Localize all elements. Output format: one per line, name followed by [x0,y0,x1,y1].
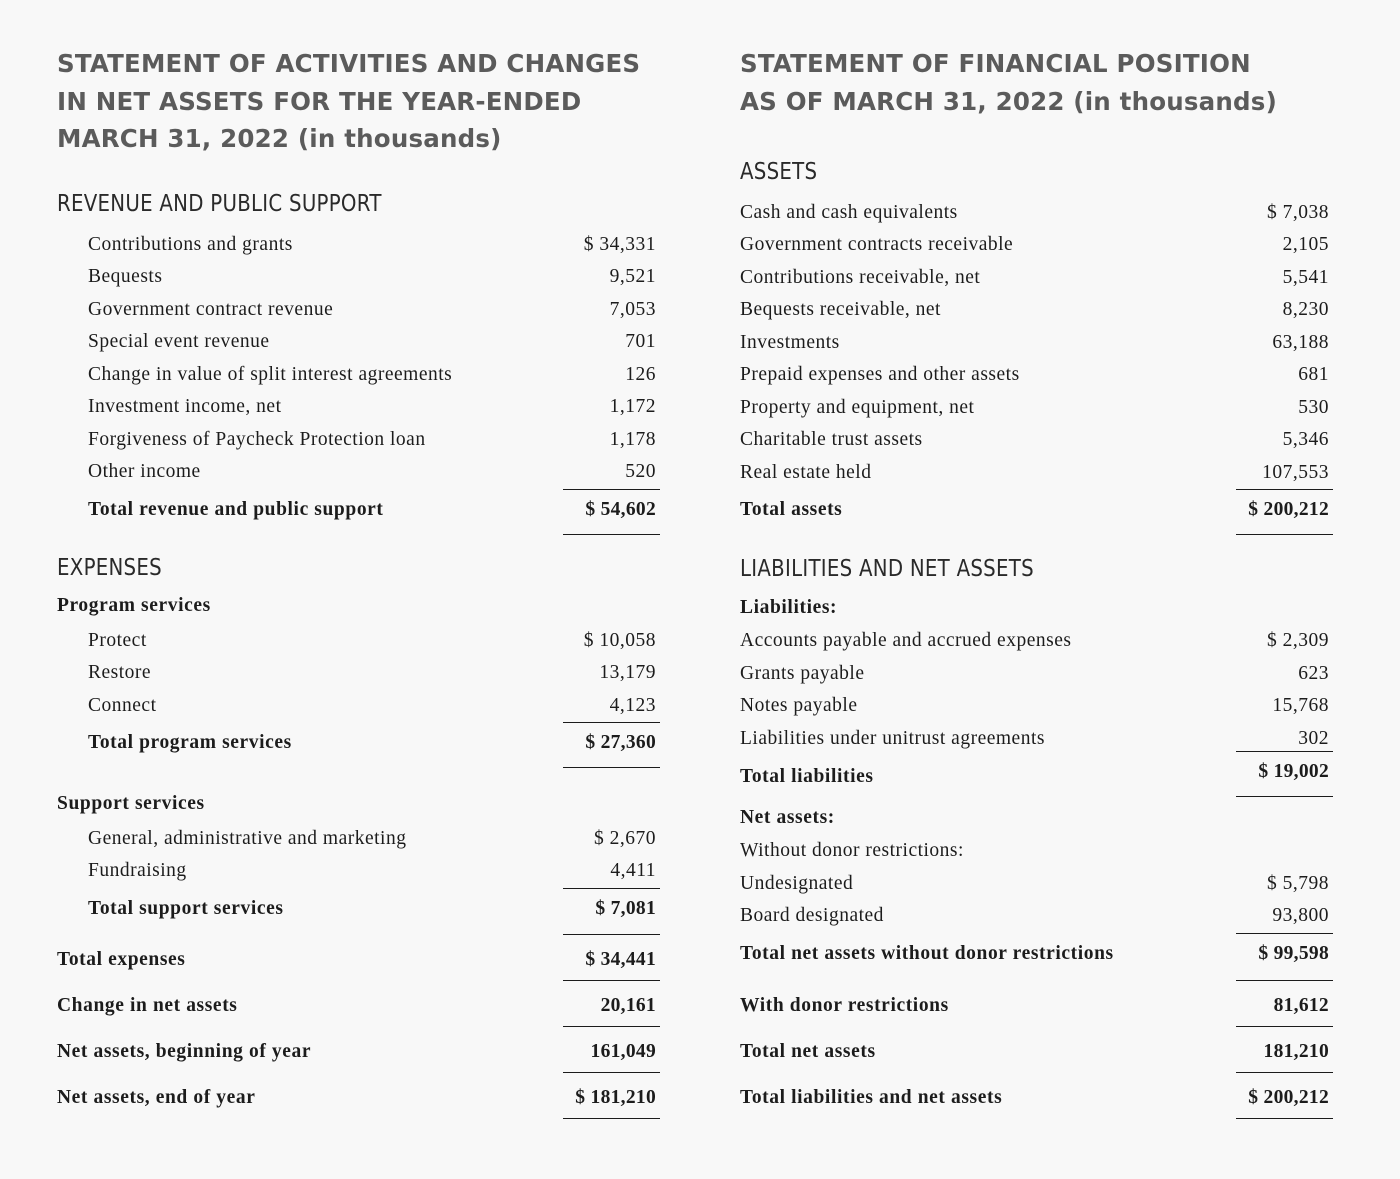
row-label: Total support services [88,898,284,919]
row-label: Total revenue and public support [88,499,384,520]
row-value: $ 10,058 [583,630,656,651]
table-row [740,901,1333,931]
subtotal-rule [563,888,660,889]
row-label: Restore [88,662,152,683]
row-value: 93,800 [1272,905,1329,926]
row-value: $ 200,212 [1248,499,1329,520]
row-value: 13,179 [599,662,656,683]
row-label: Total liabilities [740,766,874,787]
row-value: 2,105 [1282,234,1329,255]
row-label: With donor restrictions [740,995,949,1016]
table-row [740,198,1333,228]
total-rule [563,1118,660,1119]
row-value: 126 [625,364,656,385]
row-value: 15,768 [1272,695,1329,716]
total-rule [563,1072,660,1073]
row-value: 81,612 [1273,995,1329,1016]
row-value: $ 5,798 [1267,873,1329,894]
table-row [740,328,1333,358]
row-label: Real estate held [740,462,872,483]
row-label: Connect [88,695,157,716]
row-value: $ 2,670 [594,828,656,849]
row-value: $ 34,331 [583,234,656,255]
table-row [740,425,1333,455]
table-row [57,295,660,325]
row-label: Contributions receivable, net [740,267,981,288]
table-row [57,457,660,487]
row-value: 1,178 [609,429,656,450]
table-row [57,691,660,721]
row-label: Property and equipment, net [740,397,975,418]
table-row [57,392,660,422]
row-value: $ 27,360 [585,732,656,753]
total-net-assets-row [740,1037,1333,1067]
row-value: $ 54,602 [585,499,656,520]
table-row [740,360,1333,390]
table-row [740,869,1333,899]
row-label: Liabilities under unitrust agreements [740,728,1045,749]
row-value: $ 200,212 [1248,1087,1329,1108]
liabilities-net-assets-heading: LIABILITIES AND NET ASSETS [740,556,1034,582]
row-value: 7,053 [609,299,656,320]
table-row [740,230,1333,260]
with-donor-row [740,991,1333,1021]
row-value: 4,123 [609,695,656,716]
total-rule [563,767,660,768]
total-rule [1236,796,1333,797]
table-row [740,295,1333,325]
financial-position-title: STATEMENT OF FINANCIAL POSITION AS OF MARCH 31, 2022 (in thousands) [740,49,1277,116]
row-label: Change in net assets [57,995,238,1016]
row-label: Total program services [88,732,292,753]
row-label: Special event revenue [88,331,270,352]
row-label: Total expenses [57,949,186,970]
row-value: $ 7,081 [595,898,656,919]
row-value: $ 7,038 [1267,202,1329,223]
activities-title: STATEMENT OF ACTIVITIES AND CHANGES IN NET ASSETS FOR THE YEAR-ENDED MARCH 31, 2022 (in thousands) [57,49,641,153]
total-rule [563,534,660,535]
subtotal-rule [563,722,660,723]
subtotal-rule [1236,933,1333,934]
program-services-heading [57,591,660,621]
assets-heading: ASSETS [740,159,818,185]
row-value: $ 99,598 [1258,943,1329,964]
total-rule [1236,1072,1333,1073]
row-label: Forgiveness of Paycheck Protection loan [88,429,426,450]
table-row [57,327,660,357]
subtotal-rule [1236,489,1333,490]
row-value: 302 [1298,728,1329,749]
table-row [740,458,1333,488]
row-value: 1,172 [609,396,656,417]
row-value: $ 34,441 [585,949,656,970]
row-value: 63,188 [1272,332,1329,353]
row-label: Accounts payable and accrued expenses [740,630,1072,651]
row-value: 623 [1298,663,1329,684]
liabilities-heading [740,593,1333,623]
table-row [57,425,660,455]
row-value: $ 19,002 [1258,761,1329,782]
table-row [57,360,660,390]
revenue-heading: REVENUE AND PUBLIC SUPPORT [57,191,382,217]
table-row [57,824,660,854]
subtotal-rule [563,489,660,490]
row-label: Change in value of split interest agreements [88,364,453,385]
total-expenses-row [57,945,660,975]
table-row [57,626,660,656]
row-label: Undesignated [740,873,854,894]
without-donor-heading [740,836,1333,866]
total-assets-row [740,495,1333,525]
row-label: General, administrative and marketing [88,828,407,849]
table-row [740,691,1333,721]
total-liabilities-and-net-assets-row [740,1083,1333,1113]
row-label: Cash and cash equivalents [740,202,958,223]
table-row [57,658,660,688]
total-rule [563,934,660,935]
row-label: Program services [57,595,211,616]
row-label: Prepaid expenses and other assets [740,364,1020,385]
row-label: Notes payable [740,695,858,716]
row-value: 181,210 [1263,1041,1329,1062]
row-label: Board designated [740,905,884,926]
table-row [740,626,1333,656]
net-assets-beginning-row [57,1037,660,1067]
total-rule [1236,1118,1333,1119]
subtotal-rule [1236,751,1333,752]
row-label: Total liabilities and net assets [740,1087,1003,1108]
total-rule [563,1026,660,1027]
total-rule [1236,980,1333,981]
support-services-heading [57,789,660,819]
row-label: Bequests [88,266,163,287]
statement-of-activities [57,0,660,1179]
total-support-row [57,894,660,924]
row-label: Net assets, end of year [57,1087,256,1108]
table-row [57,230,660,260]
row-label: Total assets [740,499,843,520]
row-value: 5,541 [1282,267,1329,288]
total-rule [1236,1026,1333,1027]
row-value: $ 2,309 [1267,630,1329,651]
table-row [740,659,1333,689]
row-value: 4,411 [610,860,656,881]
table-row [740,393,1333,423]
table-row [57,262,660,292]
row-label: Protect [88,630,147,651]
total-without-donor-row [740,939,1333,969]
row-label: Government contract revenue [88,299,334,320]
total-rule [1236,534,1333,535]
row-label: Government contracts receivable [740,234,1014,255]
total-liabilities-row [740,760,1333,790]
row-label: Support services [57,793,205,814]
row-value: 161,049 [590,1041,656,1062]
row-label: Charitable trust assets [740,429,923,450]
row-label: Liabilities: [740,597,838,618]
row-value: 701 [625,331,656,352]
total-rule [563,980,660,981]
row-label: Other income [88,461,201,482]
total-revenue-row [57,495,660,525]
row-label: Net assets: [740,807,835,828]
table-row [57,856,660,886]
row-value: 107,553 [1262,462,1329,483]
row-label: Grants payable [740,663,865,684]
table-row [740,263,1333,293]
table-row [740,724,1333,754]
row-label: Investment income, net [88,396,282,417]
net-assets-heading [740,803,1333,833]
row-label: Fundraising [88,860,187,881]
change-in-net-assets-row [57,991,660,1021]
statement-of-financial-position [740,0,1333,1179]
row-value: 681 [1298,364,1329,385]
row-value: 530 [1298,397,1329,418]
expenses-heading: EXPENSES [57,555,162,581]
row-label: Net assets, beginning of year [57,1041,312,1062]
row-value: 8,230 [1282,299,1329,320]
row-value: 9,521 [609,266,656,287]
row-value: 520 [625,461,656,482]
row-label: Without donor restrictions: [740,840,964,861]
row-value: 20,161 [600,995,656,1016]
row-label: Total net assets [740,1041,876,1062]
row-label: Contributions and grants [88,234,293,255]
total-program-row [57,728,660,758]
row-value: 5,346 [1282,429,1329,450]
row-label: Investments [740,332,840,353]
net-assets-end-row [57,1083,660,1113]
row-value: $ 181,210 [575,1087,656,1108]
row-label: Bequests receivable, net [740,299,941,320]
row-label: Total net assets without donor restrictions [740,943,1114,964]
